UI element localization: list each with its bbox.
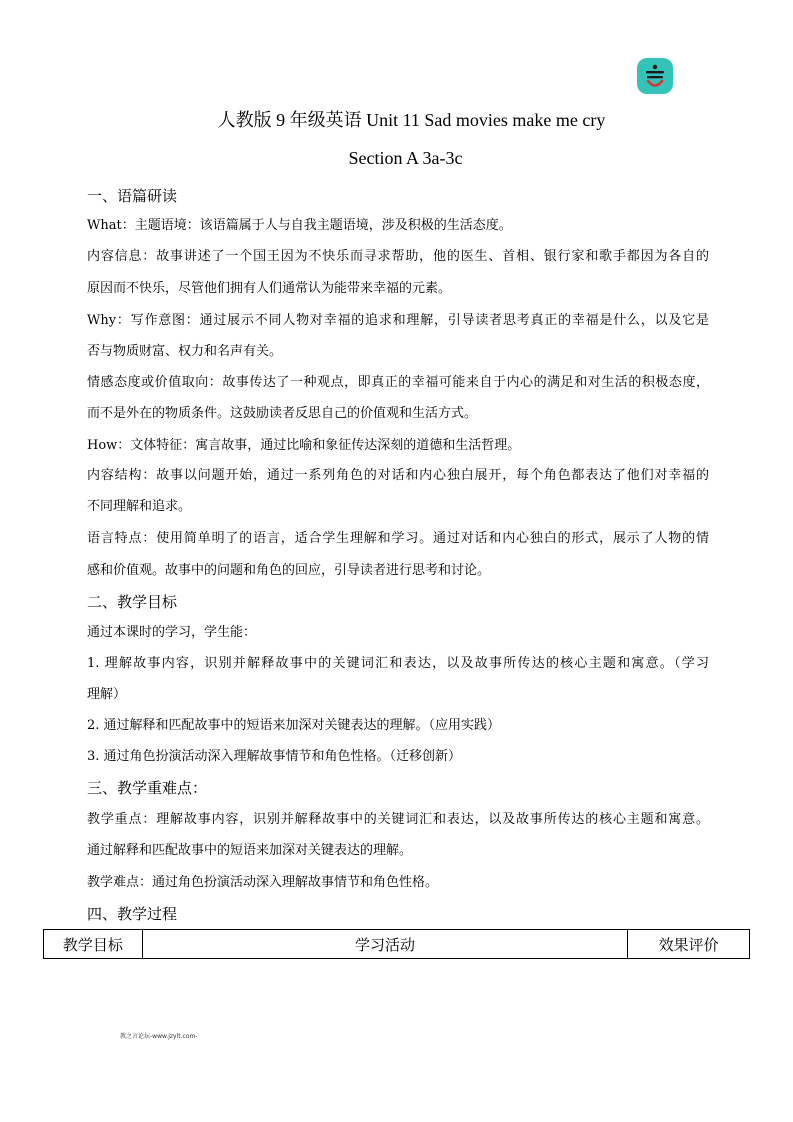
jzy-logo-icon (637, 58, 673, 94)
table-header-row (44, 930, 750, 959)
paragraph-line: 教学重点：理解故事内容，识别并解释故事中的关键词汇和表达，以及故事所传达的核心主题和寓意。 (87, 812, 709, 827)
paragraph-line: 语言特点：使用简单明了的语言，适合学生理解和学习。通过对话和内心独白的形式，展示了人物的情 (87, 531, 709, 546)
section-heading-teaching-objectives: 二、教学目标 (87, 593, 178, 611)
table-header-cell: 教学目标 (44, 930, 143, 959)
paragraph-line: 原因而不快乐，尽管他们拥有人们通常认为能带来幸福的元素。 (87, 281, 452, 296)
table-header-cell: 效果评价 (628, 930, 750, 959)
objective-item: 1. 理解故事内容，识别并解释故事中的关键词汇和表达，以及故事所传达的核心主题和寓意。（学习 (87, 656, 709, 671)
paragraph-line: Why：写作意图：通过展示不同人物对幸福的追求和理解，引导读者思考真正的幸福是什么，以及它是 (87, 313, 709, 328)
section-heading-teaching-process: 四、教学过程 (87, 905, 178, 923)
objective-item: 3. 通过角色扮演活动深入理解故事情节和角色性格。（迁移创新） (87, 749, 462, 764)
paragraph-line: 否与物质财富、权力和名声有关。 (87, 344, 283, 359)
section-heading-key-points: 三、教学重难点： (87, 779, 208, 797)
paragraph-line: 情感态度或价值取向：故事传达了一种观点，即真正的幸福可能来自于内心的满足和对生活的积极态度， (87, 375, 709, 390)
paragraph-line: How：文体特征：寓言故事，通过比喻和象征传达深刻的道德和生活哲理。 (87, 438, 521, 453)
section-heading-text-analysis: 一、语篇研读 (87, 187, 178, 205)
footer-watermark: 教之言论坛-www.jzylt.com- (120, 1033, 198, 1040)
paragraph-line: What：主题语境：该语篇属于人与自我主题语境，涉及积极的生活态度。 (87, 218, 512, 233)
objective-item-continued: 理解） (87, 687, 127, 702)
teaching-process-table (43, 929, 750, 959)
table-header-cell: 学习活动 (142, 930, 628, 959)
paragraph-line: 不同理解和追求。 (87, 499, 192, 514)
paragraph-line: 而不是外在的物质条件。这鼓励读者反思自己的价值观和生活方式。 (87, 406, 478, 421)
paragraph-line: 内容结构：故事以问题开始，通过一系列角色的对话和内心独白展开，每个角色都表达了他们对幸福的 (87, 468, 709, 483)
paragraph-line: 教学难点：通过角色扮演活动深入理解故事情节和角色性格。 (87, 875, 439, 890)
paragraph-line: 内容信息：故事讲述了一个国王因为不快乐而寻求帮助，他的医生、首相、银行家和歌手都因为各自的 (87, 249, 709, 264)
document-subtitle: Section A 3a-3c (348, 148, 463, 168)
paragraph-line: 通过解释和匹配故事中的短语来加深对关键表达的理解。 (87, 843, 413, 858)
objective-item: 2. 通过解释和匹配故事中的短语来加深对关键表达的理解。（应用实践） (87, 718, 501, 733)
document-title: 人教版 9 年级英语 Unit 11 Sad movies make me cry (217, 110, 606, 130)
paragraph-line: 通过本课时的学习，学生能： (87, 625, 257, 640)
paragraph-line: 感和价值观。故事中的问题和角色的回应，引导读者进行思考和讨论。 (87, 563, 491, 578)
